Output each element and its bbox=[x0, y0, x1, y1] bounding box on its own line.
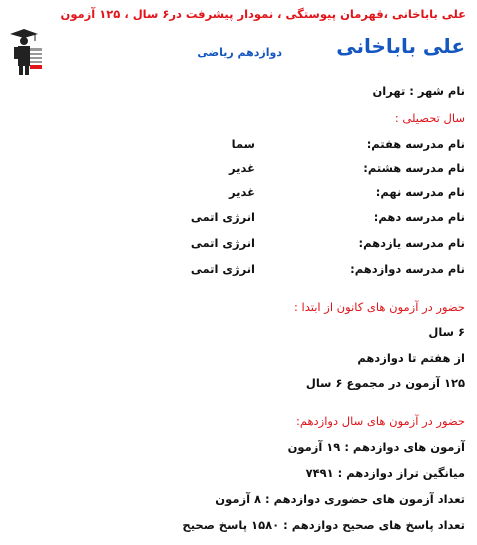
attendance-12-title: حضور در آزمون های سال دوازدهم: bbox=[295, 414, 465, 428]
school-10-label: نام مدرسه دهم: bbox=[373, 210, 465, 224]
student-name: علی باباخانی bbox=[336, 34, 465, 58]
graduate-figure-icon bbox=[4, 27, 44, 77]
school-10-value: انرژی اتمی bbox=[190, 210, 255, 224]
school-12-value: انرژی اتمی bbox=[190, 262, 255, 276]
years-section-title: سال تحصیلی : bbox=[394, 111, 465, 125]
attendance-all-title: حضور در آزمون های کانون از ابتدا : bbox=[294, 300, 465, 314]
attendance-12-exams: آزمون های دوازدهم : ۱۹ آزمون bbox=[287, 440, 465, 454]
school-12-label: نام مدرسه دوازدهم: bbox=[350, 262, 465, 276]
school-7-value: سما bbox=[231, 137, 255, 151]
school-7-label: نام مدرسه هفتم: bbox=[366, 137, 465, 151]
school-11-label: نام مدرسه یازدهم: bbox=[358, 236, 465, 250]
attendance-12-average: میانگین تراز دوازدهم : ۷۴۹۱ bbox=[305, 466, 465, 480]
school-9-value: غدیر bbox=[229, 185, 255, 199]
school-9-label: نام مدرسه نهم: bbox=[375, 185, 465, 199]
city-line: نام شهر : تهران bbox=[372, 84, 465, 98]
school-8-value: غدیر bbox=[229, 161, 255, 175]
attendance-all-total: ۱۲۵ آزمون در مجموع ۶ سال bbox=[305, 376, 465, 390]
page-header-title: علی باباخانی ،قهرمان پیوستگی ، نمودار پیشرفت در۶ سال ، ۱۲۵ آزمون bbox=[60, 7, 466, 21]
school-8-label: نام مدرسه هشتم: bbox=[363, 161, 465, 175]
attendance-12-in-person: تعداد آزمون های حضوری دوازدهم : ۸ آزمون bbox=[215, 492, 465, 506]
school-11-value: انرژی اتمی bbox=[190, 236, 255, 250]
attendance-all-years: ۶ سال bbox=[428, 325, 465, 339]
attendance-12-correct: تعداد پاسخ های صحیح دوازدهم : ۱۵۸۰ پاسخ صحیح bbox=[182, 518, 465, 532]
attendance-all-range: از هفتم تا دوازدهم bbox=[357, 351, 465, 365]
student-field: دوازدهم ریاضی bbox=[197, 46, 282, 59]
